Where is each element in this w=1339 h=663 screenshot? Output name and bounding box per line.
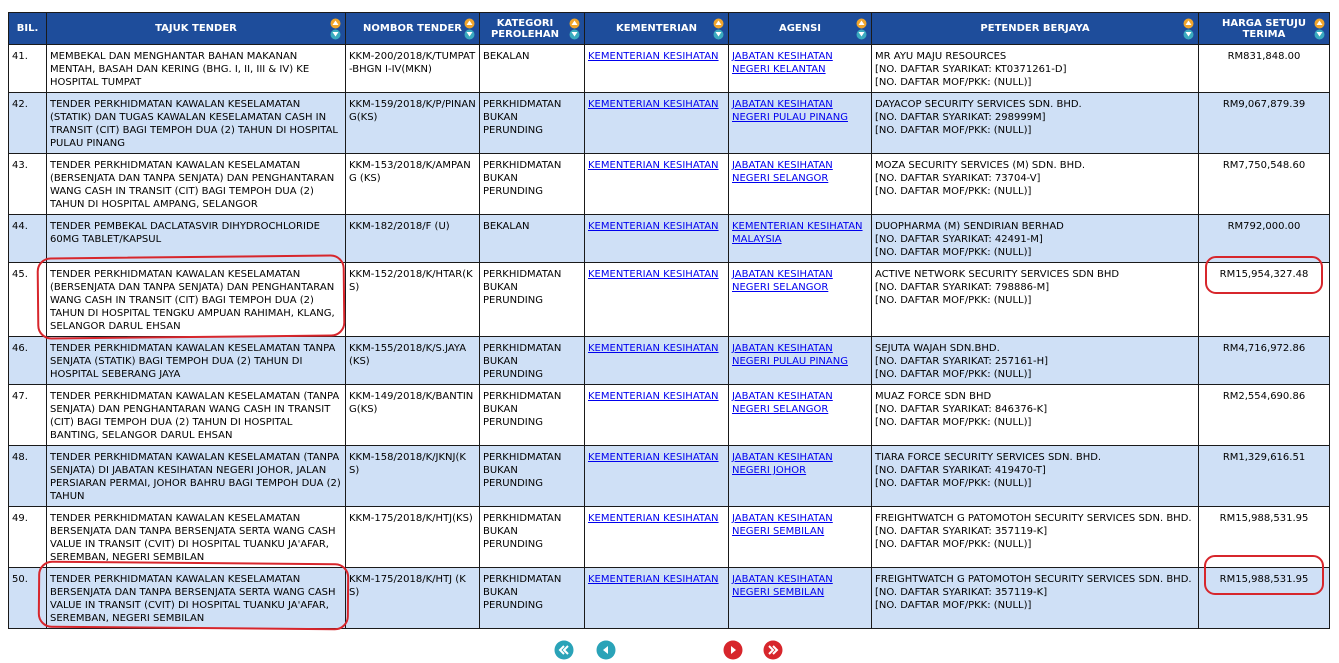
row-number: 50. [12, 574, 28, 585]
tender-number: KKM-152/2018/K/HTAR(KS) [349, 269, 473, 293]
agency-link[interactable]: JABATAN KESIHATAN NEGERI SELANGOR [732, 269, 833, 293]
next-page-button[interactable] [723, 640, 743, 660]
winner-name: DUOPHARMA (M) SENDIRIAN BERHAD [875, 221, 1064, 232]
row-number: 49. [12, 513, 28, 524]
accepted-price: RM2,554,690.86 [1222, 391, 1306, 402]
tender-title: TENDER PERKHIDMATAN KAWALAN KESELAMATAN BERSENJATA DAN TANPA BERSENJATA SERTA WANG CASH VALUE IN TRANSIT (CVIT) DI HOSPITAL TUANKU JA'AFAR, SEREMBAN, NEGERI SEMBILAN [50, 513, 336, 563]
company-registration: [NO. DAFTAR SYARIKAT: 846376-K] [875, 404, 1048, 415]
winner-name: FREIGHTWATCH G PATOMOTOH SECURITY SERVICES SDN. BHD. [875, 513, 1192, 524]
cell-nombor-tender [346, 385, 480, 446]
cell-harga [1199, 215, 1330, 263]
ministry-link[interactable]: KEMENTERIAN KESIHATAN [588, 160, 719, 171]
agency-link[interactable]: JABATAN KESIHATAN NEGERI KELANTAN [732, 51, 833, 75]
winner-name: MOZA SECURITY SERVICES (M) SDN. BHD. [875, 160, 1086, 171]
row-number: 46. [12, 343, 28, 354]
tender-number: KKM-155/2018/K/S.JAYA(KS) [349, 343, 467, 367]
col-header-tajuk-tender[interactable]: TAJUK TENDER [47, 13, 346, 45]
procurement-category: BEKALAN [483, 51, 530, 62]
ministry-link[interactable]: KEMENTERIAN KESIHATAN [588, 269, 719, 280]
cell-petender-berjaya [872, 568, 1199, 629]
sort-icon[interactable] [856, 18, 867, 40]
cell-harga [1199, 93, 1330, 154]
mof-registration: [NO. DAFTAR MOF/PKK: (NULL)] [875, 125, 1032, 136]
cell-kategori [480, 45, 585, 93]
company-registration: [NO. DAFTAR SYARIKAT: 419470-T] [875, 465, 1046, 476]
cell-kategori [480, 154, 585, 215]
cell-petender-berjaya [872, 45, 1199, 93]
table-row [9, 446, 1330, 507]
accepted-price: RM7,750,548.60 [1222, 160, 1306, 171]
company-registration: [NO. DAFTAR SYARIKAT: 73704-V] [875, 173, 1041, 184]
accepted-price: RM792,000.00 [1227, 221, 1301, 232]
cell-harga [1199, 446, 1330, 507]
prev-page-button[interactable] [596, 640, 616, 660]
accepted-price: RM15,988,531.95 [1219, 574, 1309, 585]
table-row [9, 507, 1330, 568]
cell-agensi [729, 263, 872, 337]
mof-registration: [NO. DAFTAR MOF/PKK: (NULL)] [875, 186, 1032, 197]
tender-number: KKM-153/2018/K/AMPANG (KS) [349, 160, 471, 184]
cell-kementerian [585, 337, 729, 385]
tender-number: KKM-149/2018/K/BANTING(KS) [349, 391, 474, 415]
accepted-price: RM15,954,327.48 [1219, 269, 1309, 280]
company-registration: [NO. DAFTAR SYARIKAT: 798886-M] [875, 282, 1050, 293]
tender-title: TENDER PERKHIDMATAN KAWALAN KESELAMATAN (TANPA SENJATA) DI JABATAN KESIHATAN NEGERI JOHOR, JALAN PERSIARAN PERMAI, JOHOR BAHRU BAGI TEMPOH DUA (2) TAHUN [50, 452, 341, 502]
tender-number: KKM-175/2018/K/HTJ(KS) [349, 513, 473, 524]
accepted-price: RM9,067,879.39 [1222, 99, 1306, 110]
cell-bil [9, 337, 47, 385]
winner-name: ACTIVE NETWORK SECURITY SERVICES SDN BHD [875, 269, 1120, 280]
ministry-link[interactable]: KEMENTERIAN KESIHATAN [588, 343, 719, 354]
cell-nombor-tender [346, 337, 480, 385]
cell-agensi [729, 446, 872, 507]
mof-registration: [NO. DAFTAR MOF/PKK: (NULL)] [875, 247, 1032, 258]
sort-icon[interactable] [464, 18, 475, 40]
agency-link[interactable]: JABATAN KESIHATAN NEGERI SELANGOR [732, 160, 833, 184]
procurement-category: PERKHIDMATAN BUKAN PERUNDING [483, 452, 562, 489]
cell-nombor-tender [346, 215, 480, 263]
cell-tajuk-tender [47, 337, 346, 385]
cell-kementerian [585, 568, 729, 629]
tender-results-table [8, 12, 1330, 629]
tender-title: TENDER PERKHIDMATAN KAWALAN KESELAMATAN BERSENJATA DAN TANPA BERSENJATA SERTA WANG CASH VALUE IN TRANSIT (CVIT) DI HOSPITAL TUANKU JA'AFAR, SEREMBAN, NEGERI SEMBILAN [50, 574, 336, 624]
table-header-row [9, 13, 1330, 45]
pagination [0, 636, 1339, 653]
row-number: 42. [12, 99, 28, 110]
procurement-category: PERKHIDMATAN BUKAN PERUNDING [483, 99, 562, 136]
sort-icon[interactable] [569, 18, 580, 40]
ministry-link[interactable]: KEMENTERIAN KESIHATAN [588, 513, 719, 524]
agency-link[interactable]: JABATAN KESIHATAN NEGERI PULAU PINANG [732, 343, 848, 367]
procurement-category: BEKALAN [483, 221, 530, 232]
cell-nombor-tender [346, 45, 480, 93]
ministry-link[interactable]: KEMENTERIAN KESIHATAN [588, 391, 719, 402]
company-registration: [NO. DAFTAR SYARIKAT: 298999M] [875, 112, 1046, 123]
cell-tajuk-tender [47, 385, 346, 446]
procurement-category: PERKHIDMATAN BUKAN PERUNDING [483, 343, 562, 380]
procurement-category: PERKHIDMATAN BUKAN PERUNDING [483, 391, 562, 428]
agency-link[interactable]: JABATAN KESIHATAN NEGERI SEMBILAN [732, 513, 833, 537]
cell-kategori [480, 337, 585, 385]
accepted-price: RM1,329,616.51 [1222, 452, 1306, 463]
cell-harga [1199, 385, 1330, 446]
cell-nombor-tender [346, 263, 480, 337]
cell-kementerian [585, 215, 729, 263]
col-header-kategori-perolehan[interactable]: KATEGORI PEROLEHAN [480, 13, 585, 45]
accepted-price: RM15,988,531.95 [1219, 513, 1309, 524]
table-row [9, 154, 1330, 215]
cell-harga [1199, 568, 1330, 629]
accepted-price: RM4,716,972.86 [1222, 343, 1306, 354]
cell-agensi [729, 385, 872, 446]
cell-agensi [729, 154, 872, 215]
cell-tajuk-tender [47, 93, 346, 154]
cell-harga [1199, 507, 1330, 568]
cell-agensi [729, 507, 872, 568]
cell-agensi [729, 215, 872, 263]
tender-number: KKM-175/2018/K/HTJ (KS) [349, 574, 466, 598]
mof-registration: [NO. DAFTAR MOF/PKK: (NULL)] [875, 478, 1032, 489]
cell-kategori [480, 215, 585, 263]
cell-kategori [480, 93, 585, 154]
procurement-category: PERKHIDMATAN BUKAN PERUNDING [483, 269, 562, 306]
cell-bil [9, 154, 47, 215]
mof-registration: [NO. DAFTAR MOF/PKK: (NULL)] [875, 417, 1032, 428]
mof-registration: [NO. DAFTAR MOF/PKK: (NULL)] [875, 369, 1032, 380]
table-row [9, 385, 1330, 446]
winner-name: DAYACOP SECURITY SERVICES SDN. BHD. [875, 99, 1082, 110]
row-number: 43. [12, 160, 28, 171]
cell-harga [1199, 337, 1330, 385]
cell-nombor-tender [346, 507, 480, 568]
cell-tajuk-tender [47, 215, 346, 263]
winner-name: MUAZ FORCE SDN BHD [875, 391, 992, 402]
cell-bil [9, 215, 47, 263]
table-row [9, 45, 1330, 93]
ministry-link[interactable]: KEMENTERIAN KESIHATAN [588, 574, 719, 585]
procurement-category: PERKHIDMATAN BUKAN PERUNDING [483, 574, 562, 611]
cell-petender-berjaya [872, 507, 1199, 568]
first-page-button[interactable] [554, 640, 574, 660]
cell-petender-berjaya [872, 337, 1199, 385]
tender-number: KKM-158/2018/K/JKNJ(KS) [349, 452, 466, 476]
winner-name: TIARA FORCE SECURITY SERVICES SDN. BHD. [875, 452, 1102, 463]
cell-kategori [480, 385, 585, 446]
row-number: 47. [12, 391, 28, 402]
agency-link[interactable]: KEMENTERIAN KESIHATAN MALAYSIA [732, 221, 863, 245]
winner-name: MR AYU MAJU RESOURCES [875, 51, 1007, 62]
cell-bil [9, 93, 47, 154]
cell-kementerian [585, 45, 729, 93]
tender-title: MEMBEKAL DAN MENGHANTAR BAHAN MAKANAN MENTAH, BASAH DAN KERING (BHG. I, II, III & IV) KE HOSPITAL TUMPAT [50, 51, 310, 88]
table-row [9, 263, 1330, 337]
cell-petender-berjaya [872, 154, 1199, 215]
mof-registration: [NO. DAFTAR MOF/PKK: (NULL)] [875, 600, 1032, 611]
cell-nombor-tender [346, 154, 480, 215]
col-header-bil: BIL. [9, 13, 47, 45]
company-registration: [NO. DAFTAR SYARIKAT: 42491-M] [875, 234, 1043, 245]
cell-kategori [480, 568, 585, 629]
tender-number: KKM-159/2018/K/P/PINANG(KS) [349, 99, 476, 123]
tender-title: TENDER PERKHIDMATAN KAWALAN KESELAMATAN TANPA SENJATA (STATIK) BAGI TEMPOH DUA (2) TAHUN DI HOSPITAL SEBERANG JAYA [50, 343, 336, 380]
cell-agensi [729, 337, 872, 385]
sort-icon[interactable] [1314, 18, 1325, 40]
cell-harga [1199, 154, 1330, 215]
tender-number: KKM-182/2018/F (U) [349, 221, 450, 232]
cell-kementerian [585, 263, 729, 337]
cell-bil [9, 568, 47, 629]
cell-tajuk-tender [47, 154, 346, 215]
cell-nombor-tender [346, 93, 480, 154]
cell-petender-berjaya [872, 446, 1199, 507]
ministry-link[interactable]: KEMENTERIAN KESIHATAN [588, 221, 719, 232]
winner-name: FREIGHTWATCH G PATOMOTOH SECURITY SERVICES SDN. BHD. [875, 574, 1192, 585]
cell-kementerian [585, 446, 729, 507]
tender-number: KKM-200/2018/K/TUMPAT-BHGN I-IV(MKN) [349, 51, 476, 75]
cell-kementerian [585, 154, 729, 215]
col-header-petender-berjaya[interactable]: PETENDER BERJAYA [872, 13, 1199, 45]
cell-petender-berjaya [872, 385, 1199, 446]
ministry-link[interactable]: KEMENTERIAN KESIHATAN [588, 99, 719, 110]
agency-link[interactable]: JABATAN KESIHATAN NEGERI JOHOR [732, 452, 833, 476]
company-registration: [NO. DAFTAR SYARIKAT: 357119-K] [875, 587, 1048, 598]
cell-petender-berjaya [872, 93, 1199, 154]
cell-kementerian [585, 385, 729, 446]
row-number: 48. [12, 452, 28, 463]
cell-bil [9, 446, 47, 507]
cell-kategori [480, 263, 585, 337]
tender-title: TENDER PERKHIDMATAN KAWALAN KESELAMATAN (BERSENJATA DAN TANPA SENJATA) DAN PENGHANTARAN WANG CASH IN TRANSIT (CIT) BAGI TEMPOH DUA (2) TAHUN DI HOSPITAL AMPANG, SELANGOR [50, 160, 335, 210]
row-number: 41. [12, 51, 28, 62]
cell-nombor-tender [346, 568, 480, 629]
cell-tajuk-tender [47, 507, 346, 568]
cell-kementerian [585, 93, 729, 154]
company-registration: [NO. DAFTAR SYARIKAT: 257161-H] [875, 356, 1049, 367]
cell-tajuk-tender [47, 446, 346, 507]
winner-name: SEJUTA WAJAH SDN.BHD. [875, 343, 1000, 354]
cell-tajuk-tender [47, 45, 346, 93]
cell-kementerian [585, 507, 729, 568]
row-number: 45. [12, 269, 28, 280]
procurement-category: PERKHIDMATAN BUKAN PERUNDING [483, 160, 562, 197]
agency-link[interactable]: JABATAN KESIHATAN NEGERI SELANGOR [732, 391, 833, 415]
company-registration: [NO. DAFTAR SYARIKAT: KT0371261-D] [875, 64, 1067, 75]
cell-kategori [480, 446, 585, 507]
company-registration: [NO. DAFTAR SYARIKAT: 357119-K] [875, 526, 1048, 537]
cell-kategori [480, 507, 585, 568]
table-row [9, 337, 1330, 385]
cell-bil [9, 45, 47, 93]
cell-tajuk-tender [47, 263, 346, 337]
cell-bil [9, 263, 47, 337]
tender-title: TENDER PERKHIDMATAN KAWALAN KESELAMATAN (STATIK) DAN TUGAS KAWALAN KESELAMATAN CASH IN TRANSIT (CIT) BAGI TEMPOH DUA (2) TAHUN DI HOSPITAL PULAU PINANG [50, 99, 338, 149]
cell-petender-berjaya [872, 215, 1199, 263]
cell-agensi [729, 568, 872, 629]
ministry-link[interactable]: KEMENTERIAN KESIHATAN [588, 452, 719, 463]
procurement-category: PERKHIDMATAN BUKAN PERUNDING [483, 513, 562, 550]
sort-icon[interactable] [713, 18, 724, 40]
table-row [9, 215, 1330, 263]
cell-harga [1199, 263, 1330, 337]
tender-title: TENDER PERKHIDMATAN KAWALAN KESELAMATAN (BERSENJATA DAN TANPA SENJATA) DAN PENGHANTARAN WANG CASH IN TRANSIT (CIT) BAGI TEMPOH DUA (2) TAHUN DI HOSPITAL TENGKU AMPUAN RAHIMAH, KLANG, SELANGOR DARUL EHSAN [50, 269, 335, 332]
cell-tajuk-tender [47, 568, 346, 629]
cell-harga [1199, 45, 1330, 93]
col-header-harga-setuju-terima[interactable]: HARGA SETUJU TERIMA [1199, 13, 1330, 45]
tender-title: TENDER PERKHIDMATAN KAWALAN KESELAMATAN (TANPA SENJATA) DAN PENGHANTARAN WANG CASH IN TRANSIT (CIT) BAGI TEMPOH DUA (2) TAHUN DI HOSPITAL BANTING, SELANGOR DARUL EHSAN [50, 391, 340, 441]
table-row [9, 568, 1330, 629]
sort-icon[interactable] [1183, 18, 1194, 40]
accepted-price: RM831,848.00 [1227, 51, 1301, 62]
cell-bil [9, 507, 47, 568]
cell-nombor-tender [346, 446, 480, 507]
table-row [9, 93, 1330, 154]
col-header-agensi[interactable]: AGENSI [729, 13, 872, 45]
tender-title: TENDER PEMBEKAL DACLATASVIR DIHYDROCHLORIDE 60MG TABLET/KAPSUL [50, 221, 320, 245]
col-header-nombor-tender[interactable]: NOMBOR TENDER [346, 13, 480, 45]
cell-petender-berjaya [872, 263, 1199, 337]
cell-bil [9, 385, 47, 446]
last-page-button[interactable] [763, 640, 783, 660]
cell-agensi [729, 45, 872, 93]
mof-registration: [NO. DAFTAR MOF/PKK: (NULL)] [875, 539, 1032, 550]
ministry-link[interactable]: KEMENTERIAN KESIHATAN [588, 51, 719, 62]
col-header-kementerian[interactable]: KEMENTERIAN [585, 13, 729, 45]
agency-link[interactable]: JABATAN KESIHATAN NEGERI PULAU PINANG [732, 99, 848, 123]
cell-agensi [729, 93, 872, 154]
row-number: 44. [12, 221, 28, 232]
agency-link[interactable]: JABATAN KESIHATAN NEGERI SEMBILAN [732, 574, 833, 598]
mof-registration: [NO. DAFTAR MOF/PKK: (NULL)] [875, 295, 1032, 306]
mof-registration: [NO. DAFTAR MOF/PKK: (NULL)] [875, 77, 1032, 88]
sort-icon[interactable] [330, 18, 341, 40]
